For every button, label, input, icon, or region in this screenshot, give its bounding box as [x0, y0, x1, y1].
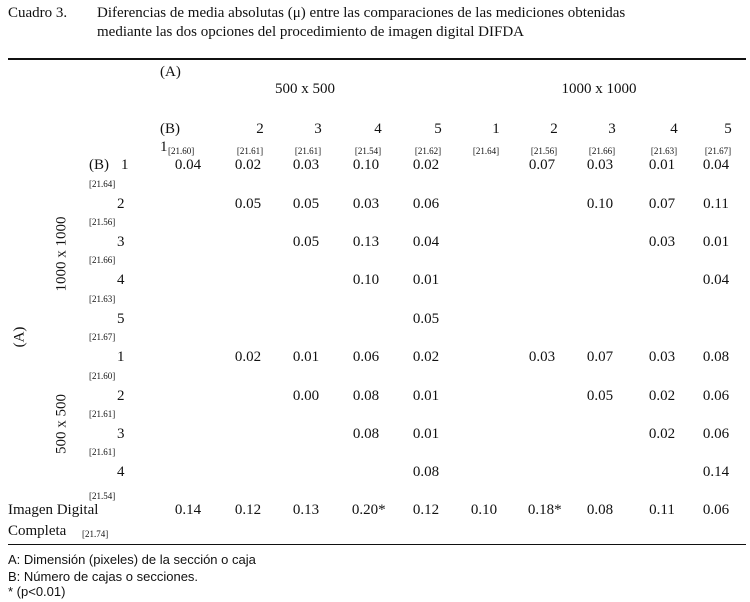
- table-cell: 0.05: [586, 388, 614, 404]
- table-cell: 0.12: [412, 502, 440, 518]
- header-col-sub: [21.62]: [414, 146, 442, 156]
- row-number: 1: [121, 157, 129, 173]
- side-group-500: 500 x 500: [53, 394, 70, 454]
- row-number: 2: [117, 196, 125, 212]
- row-number: 1: [117, 349, 125, 365]
- table-cell: 0.04: [702, 272, 730, 288]
- table-cell: 0.14: [702, 464, 730, 480]
- row-sub: [21.60]: [89, 371, 116, 381]
- header-col-number: 5: [434, 121, 442, 137]
- header-col-sub: [21.56]: [530, 146, 558, 156]
- table-cell: 0.10: [352, 157, 380, 173]
- row-sub: [21.66]: [89, 255, 116, 265]
- table-cell: 0.01: [412, 272, 440, 288]
- table-cell: 0.05: [292, 234, 320, 250]
- table-cell: 0.11: [649, 502, 675, 518]
- table-cell: 0.01: [702, 234, 730, 250]
- row-sub: [21.56]: [89, 217, 116, 227]
- table-cell: 0.10: [352, 272, 380, 288]
- table-cell: 0.20*: [351, 502, 386, 518]
- table-cell: 0.06: [352, 349, 380, 365]
- header-col-sub: [21.66]: [588, 146, 616, 156]
- side-b-label: (B): [89, 157, 109, 173]
- table-cell: 0.10: [586, 196, 614, 212]
- table-cell: 0.08: [352, 388, 380, 404]
- header-col-sub: [21.63]: [650, 146, 678, 156]
- table-cell: 0.05: [412, 311, 440, 327]
- header-col-number: 5: [724, 121, 732, 137]
- table-cell: 0.03: [648, 234, 676, 250]
- table-cell: 0.13: [352, 234, 380, 250]
- header-col-number: 4: [374, 121, 382, 137]
- header-col-sub: [21.61]: [236, 146, 264, 156]
- table-cell: 0.03: [648, 349, 676, 365]
- table-cell: 0.02: [412, 157, 440, 173]
- table-cell: 0.05: [292, 196, 320, 212]
- header-col-sub: [21.61]: [294, 146, 322, 156]
- table-cell: 0.04: [174, 157, 202, 173]
- row-number: 2: [117, 388, 125, 404]
- last-row-label-2-sub: [21.74]: [82, 529, 109, 539]
- table-cell: 0.01: [412, 388, 440, 404]
- table-cell: 0.01: [412, 426, 440, 442]
- row-sub: [21.67]: [89, 332, 116, 342]
- table-cell: 0.07: [586, 349, 614, 365]
- row-number: 3: [117, 234, 125, 250]
- header-col-sub: [21.67]: [704, 146, 732, 156]
- header-group-1000: 1000 x 1000: [561, 81, 637, 97]
- footnote: A: Dimensión (pixeles) de la sección o caja: [8, 552, 256, 567]
- table-cell: 0.03: [586, 157, 614, 173]
- last-row-label-1: Imagen Digital: [8, 502, 99, 518]
- table-cell: 0.02: [648, 426, 676, 442]
- header-col-number: 4: [670, 121, 678, 137]
- header-col-number: 2: [550, 121, 558, 137]
- table-cell: 0.13: [292, 502, 320, 518]
- header-col-number: 2: [256, 121, 264, 137]
- table-cell: 0.03: [352, 196, 380, 212]
- last-row-label-2: Completa: [8, 523, 67, 539]
- caption-label: Cuadro 3.: [8, 5, 68, 21]
- table-cell: 0.06: [702, 426, 730, 442]
- table-cell: 0.02: [234, 349, 262, 365]
- table-cell: 0.08: [702, 349, 730, 365]
- table-cell: 0.14: [174, 502, 202, 518]
- caption-line-1: Diferencias de media absolutas (μ) entre las comparaciones de las mediciones obtenidas: [97, 5, 626, 21]
- table-cell: 0.07: [648, 196, 676, 212]
- caption-line-2: mediante las dos opciones del procedimiento de imagen digital DIFDA: [97, 24, 524, 40]
- table-cell: 0.08: [412, 464, 440, 480]
- footnote: * (p<0.01): [8, 584, 66, 599]
- header-group-500: 500 x 500: [275, 81, 335, 97]
- header-col-number: 1: [492, 121, 500, 137]
- table-cell: 0.04: [702, 157, 730, 173]
- side-a-label: (A): [11, 326, 28, 348]
- row-number: 4: [117, 272, 125, 288]
- header-col-number: 3: [608, 121, 616, 137]
- table-cell: 0.03: [292, 157, 320, 173]
- table-cell: 0.03: [528, 349, 556, 365]
- table-cell: 0.01: [292, 349, 320, 365]
- header-col-1-number: 1: [160, 139, 168, 155]
- header-a-label: (A): [160, 64, 181, 80]
- table-cell: 0.08: [352, 426, 380, 442]
- table-cell: 0.10: [470, 502, 498, 518]
- bottom-rule: [8, 544, 746, 545]
- table-cell: 0.02: [648, 388, 676, 404]
- row-sub: [21.63]: [89, 294, 116, 304]
- table-cell: 0.06: [702, 502, 730, 518]
- table-cell: 0.02: [234, 157, 262, 173]
- table-cell: 0.01: [648, 157, 676, 173]
- footnote: B: Número de cajas o secciones.: [8, 569, 199, 584]
- row-number: 3: [117, 426, 125, 442]
- table-cell: 0.00: [292, 388, 320, 404]
- table-cell: 0.06: [702, 388, 730, 404]
- table-cell: 0.12: [234, 502, 262, 518]
- row-sub: [21.61]: [89, 409, 116, 419]
- row-number: 4: [117, 464, 125, 480]
- table-cell: 0.08: [586, 502, 614, 518]
- row-sub: [21.64]: [89, 179, 116, 189]
- header-b-label: (B): [160, 121, 180, 137]
- top-rule: [8, 58, 746, 60]
- header-col-number: 3: [314, 121, 322, 137]
- side-group-1000: 1000 x 1000: [53, 216, 70, 292]
- table-cell: 0.06: [412, 196, 440, 212]
- header-col-sub: [21.64]: [472, 146, 500, 156]
- last-row-sub: [21.54]: [89, 491, 116, 501]
- table-cell: 0.04: [412, 234, 440, 250]
- table-cell: 0.07: [528, 157, 556, 173]
- table-cell: 0.18*: [527, 502, 562, 518]
- table-cell: 0.11: [703, 196, 729, 212]
- table-cell: 0.02: [412, 349, 440, 365]
- header-col-1-sub: [21.60]: [168, 146, 195, 156]
- row-number: 5: [117, 311, 125, 327]
- header-col-sub: [21.54]: [354, 146, 382, 156]
- table-cell: 0.05: [234, 196, 262, 212]
- row-sub: [21.61]: [89, 447, 116, 457]
